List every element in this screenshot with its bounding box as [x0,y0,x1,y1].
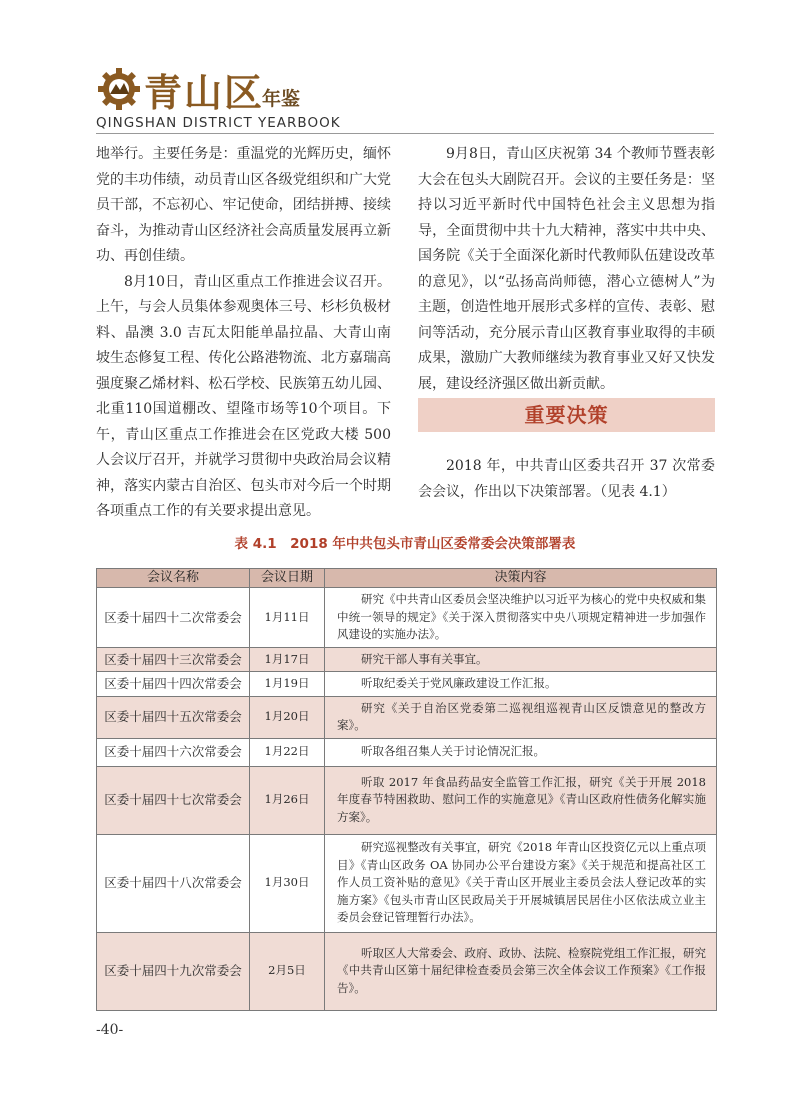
decision-content [325,834,717,932]
table-row [97,696,717,738]
table-row [97,588,717,648]
meeting-name: 区委十届四十三次常委会 [97,647,250,672]
decision-content [325,647,717,672]
gear-landscape-logo-icon [96,66,142,112]
header-divider [96,133,714,134]
meeting-name: 区委十届四十九次常委会 [97,932,250,1010]
page-header [0,0,804,140]
decision-content [325,696,717,738]
meeting-date: 1月30日 [250,834,325,932]
column-header-name: 会议名称 [97,569,250,588]
decision-content [325,738,717,766]
decision-content-text: 听取 2017 年食品药品安全监管工作汇报，研究《关于开展 2018 年度春节特困救助、慰问工作的实施意见》《青山区政府性债务化解实施方案》。 [337,774,706,824]
table-row [97,766,717,834]
decision-intro-paragraph: 2018 年，中共青山区委共召开 37 次常委会会议，作出以下决策部署。（见表 4.1） [418,458,715,500]
meeting-date: 1月20日 [250,696,325,738]
section-title: 重要决策 [524,403,609,427]
left-paragraph-2: 8月10日，青山区重点工作推进会议召开。上午，与会人员集体参观奥体三号、杉杉负极材料、晶澳 3.0 吉瓦太阳能单晶拉晶、大青山南坡生态修复工程、传化公路港物流、北方嘉瑞高强度聚乙烯材料、松石学校、民族第五幼儿园、北重110国道棚改、望隆市场等10个项目。下午，青山区重点工作推进会在区党政大楼 500 人会议厅召开，并就学习贯彻中央政治局会议精神，落实内蒙古自治区、包头市对今后一个时期各项重点工作的有关要求提出意见。 [96,273,391,519]
meeting-name: 区委十届四十五次常委会 [97,696,250,738]
decision-content [325,932,717,1010]
table-caption: 表 4.1 2018 年中共包头市青山区委常委会决策部署表 [234,536,576,552]
meeting-date: 1月11日 [250,588,325,648]
table-row [97,672,717,697]
meeting-date: 1月26日 [250,766,325,834]
logo-main-text: 青山区 [144,71,265,115]
meeting-name: 区委十届四十四次常委会 [97,672,250,697]
decision-content [325,766,717,834]
right-column [418,142,715,397]
decision-content [325,672,717,697]
decision-content-text: 研究《中共青山区委员会坚决维护以习近平为核心的党中央权威和集中统一领导的规定》《关于深入贯彻落实中央八项规定精神进一步加强作风建设的实施办法》。 [337,592,706,641]
decision-content-text: 研究《关于自治区党委第二巡视组巡视青山区反馈意见的整改方案》。 [337,700,706,732]
decision-content-text: 听取各组召集人关于讨论情况汇报。 [361,744,545,759]
table-row [97,932,717,1010]
meeting-name: 区委十届四十八次常委会 [97,834,250,932]
table-row [97,647,717,672]
column-header-content: 决策内容 [325,569,717,588]
meeting-name: 区委十届四十六次常委会 [97,738,250,766]
header-english-title: QINGSHAN DISTRICT YEARBOOK [96,115,341,131]
decision-content [325,588,717,648]
table-header-row [97,569,717,588]
page-number: -40- [96,1022,124,1038]
left-column [96,142,391,525]
decision-content-text: 听取区人大常委会、政府、政协、法院、检察院党组工作汇报，研究《中共青山区第十届纪律检查委员会第三次全体会议工作预案》《工作报告》。 [337,945,706,995]
decisions-table [96,568,717,1011]
column-header-date: 会议日期 [250,569,325,588]
meeting-name: 区委十届四十二次常委会 [97,588,250,648]
section-heading-box [418,398,715,432]
logo-sub-text: 年鉴 [262,88,301,110]
meeting-date: 1月19日 [250,672,325,697]
meeting-name: 区委十届四十七次常委会 [97,766,250,834]
decision-content-text: 研究巡视整改有关事宜，研究《2018 年青山区投资亿元以上重点项目》《青山区政务 OA 协同办公平台建设方案》《关于规范和提高社区工作人员工资补贴的意见》《关于青山区开展业主委员会法人登记改革的实施方案》《包头市青山区民政局关于开展城镇居民居住小区依法成立业主委员会登记管理暂行办法》。 [337,840,706,925]
decision-content-text: 听取纪委关于党风廉政建设工作汇报。 [361,676,557,690]
meeting-date: 1月22日 [250,738,325,766]
right-paragraph-1: 9月8日，青山区庆祝第 34 个教师节暨表彰大会在包头大剧院召开。会议的主要任务是：坚持以习近平新时代中国特色社会主义思想为指导，全面贯彻中共十九大精神，落实中共中央、国务院《关于全面深化新时代教师队伍建设改革的意见》，以“弘扬高尚师德，潜心立德树人”为主题，创造性地开展形式多样的宣传、表彰、慰问等活动，充分展示青山区教育事业取得的丰硕成果，激励广大教师继续为教育事业又好又快发展，建设经济强区做出新贡献。 [418,146,715,392]
meeting-date: 1月17日 [250,647,325,672]
decision-intro [418,454,715,505]
decision-content-text: 研究干部人事有关事宜。 [361,651,488,666]
table-row [97,834,717,932]
left-paragraph-1: 地举行。主要任务是：重温党的光辉历史，缅怀党的丰功伟绩，动员青山区各级党组织和广大党员干部，不忘初心、牢记使命，团结拼搏、接续奋斗，为推动青山区经济社会高质量发展再立新功、再创佳绩。 [96,146,391,264]
meeting-date: 2月5日 [250,932,325,1010]
table-row [97,738,717,766]
